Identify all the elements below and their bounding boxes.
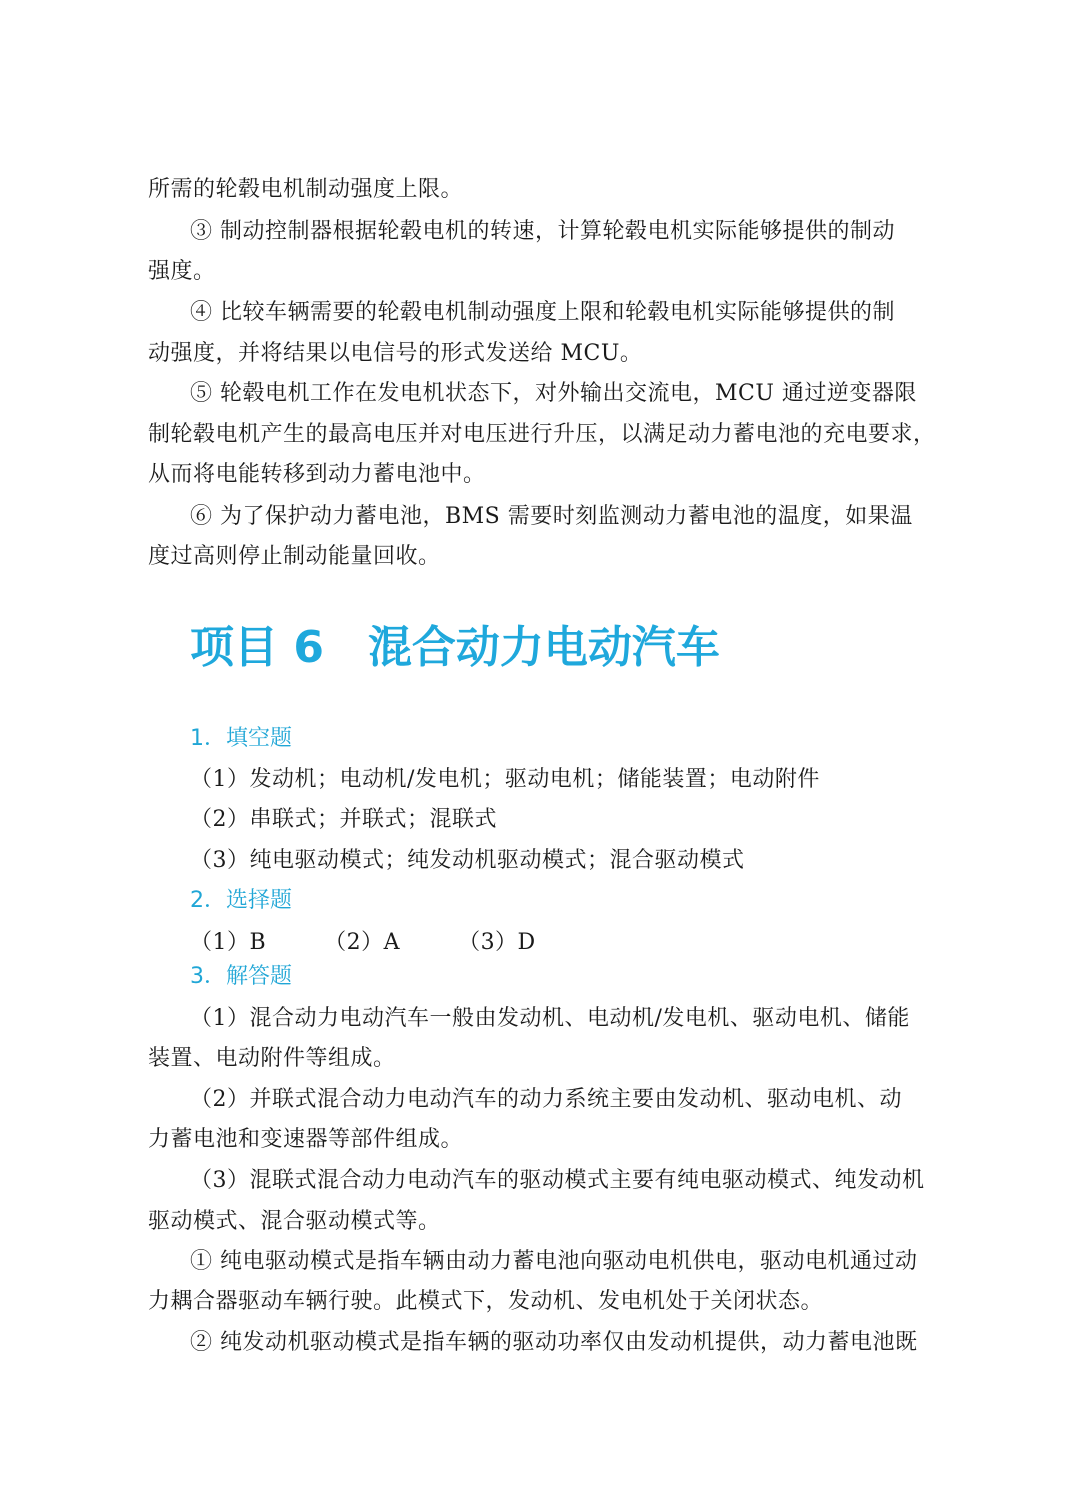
project-name: 混合动力电动汽车	[367, 622, 720, 673]
paragraph-line: （1）混合动力电动汽车一般由发动机、电动机/发电机、驱动电机、储能	[190, 1006, 910, 1031]
paragraph-line: ⑤ 轮毂电机工作在发电机状态下，对外输出交流电，MCU 通过逆变器限	[190, 381, 917, 406]
paragraph-line: 装置、电动附件等组成。	[148, 1046, 396, 1071]
paragraph-line: 从而将电能转移到动力蓄电池中。	[148, 462, 486, 487]
choice-answers	[190, 928, 1010, 958]
paragraph-line: （2）并联式混合动力电动汽车的动力系统主要由发动机、驱动电机、动	[190, 1087, 902, 1112]
project-title	[190, 618, 720, 678]
section-heading-fill-blank: 1．填空题	[190, 726, 292, 751]
paragraph-line: ① 纯电驱动模式是指车辆由动力蓄电池向驱动电机供电，驱动电机通过动	[190, 1249, 918, 1274]
section-heading-choice: 2．选择题	[190, 888, 292, 913]
answer-item: （3）纯电驱动模式；纯发动机驱动模式；混合驱动模式	[190, 848, 745, 873]
paragraph-line: 度过高则停止制动能量回收。	[148, 544, 441, 569]
choice-answer: （3）D	[458, 930, 536, 955]
paragraph-line: ③ 制动控制器根据轮毂电机的转速，计算轮毂电机实际能够提供的制动	[190, 219, 895, 244]
section-heading-essay: 3．解答题	[190, 964, 292, 989]
paragraph-line: ④ 比较车辆需要的轮毂电机制动强度上限和轮毂电机实际能够提供的制	[190, 300, 895, 325]
paragraph-line: ⑥ 为了保护动力蓄电池，BMS 需要时刻监测动力蓄电池的温度，如果温	[190, 504, 913, 529]
paragraph-line: 动强度，并将结果以电信号的形式发送给 MCU。	[148, 341, 643, 366]
paragraph-line: ② 纯发动机驱动模式是指车辆的驱动功率仅由发动机提供，动力蓄电池既	[190, 1330, 918, 1355]
answer-item: （1）发动机；电动机/发电机；驱动电机；储能装置；电动附件	[190, 767, 820, 792]
paragraph-line: 制轮毂电机产生的最高电压并对电压进行升压，以满足动力蓄电池的充电要求，	[148, 422, 936, 447]
answer-item: （2）串联式；并联式；混联式	[190, 807, 497, 832]
paragraph-line: 力蓄电池和变速器等部件组成。	[148, 1127, 464, 1152]
choice-answer: （2）A	[324, 930, 401, 955]
paragraph-line: 驱动模式、混合驱动模式等。	[148, 1209, 441, 1234]
paragraph-line: （3）混联式混合动力电动汽车的驱动模式主要有纯电驱动模式、纯发动机	[190, 1168, 925, 1193]
choice-answer: （1）B	[190, 930, 267, 955]
paragraph-line: 力耦合器驱动车辆行驶。此模式下，发动机、发电机处于关闭状态。	[148, 1289, 824, 1314]
paragraph-line: 强度。	[148, 259, 216, 284]
project-label: 项目 6	[190, 622, 324, 673]
paragraph-line: 所需的轮毂电机制动强度上限。	[148, 177, 464, 202]
